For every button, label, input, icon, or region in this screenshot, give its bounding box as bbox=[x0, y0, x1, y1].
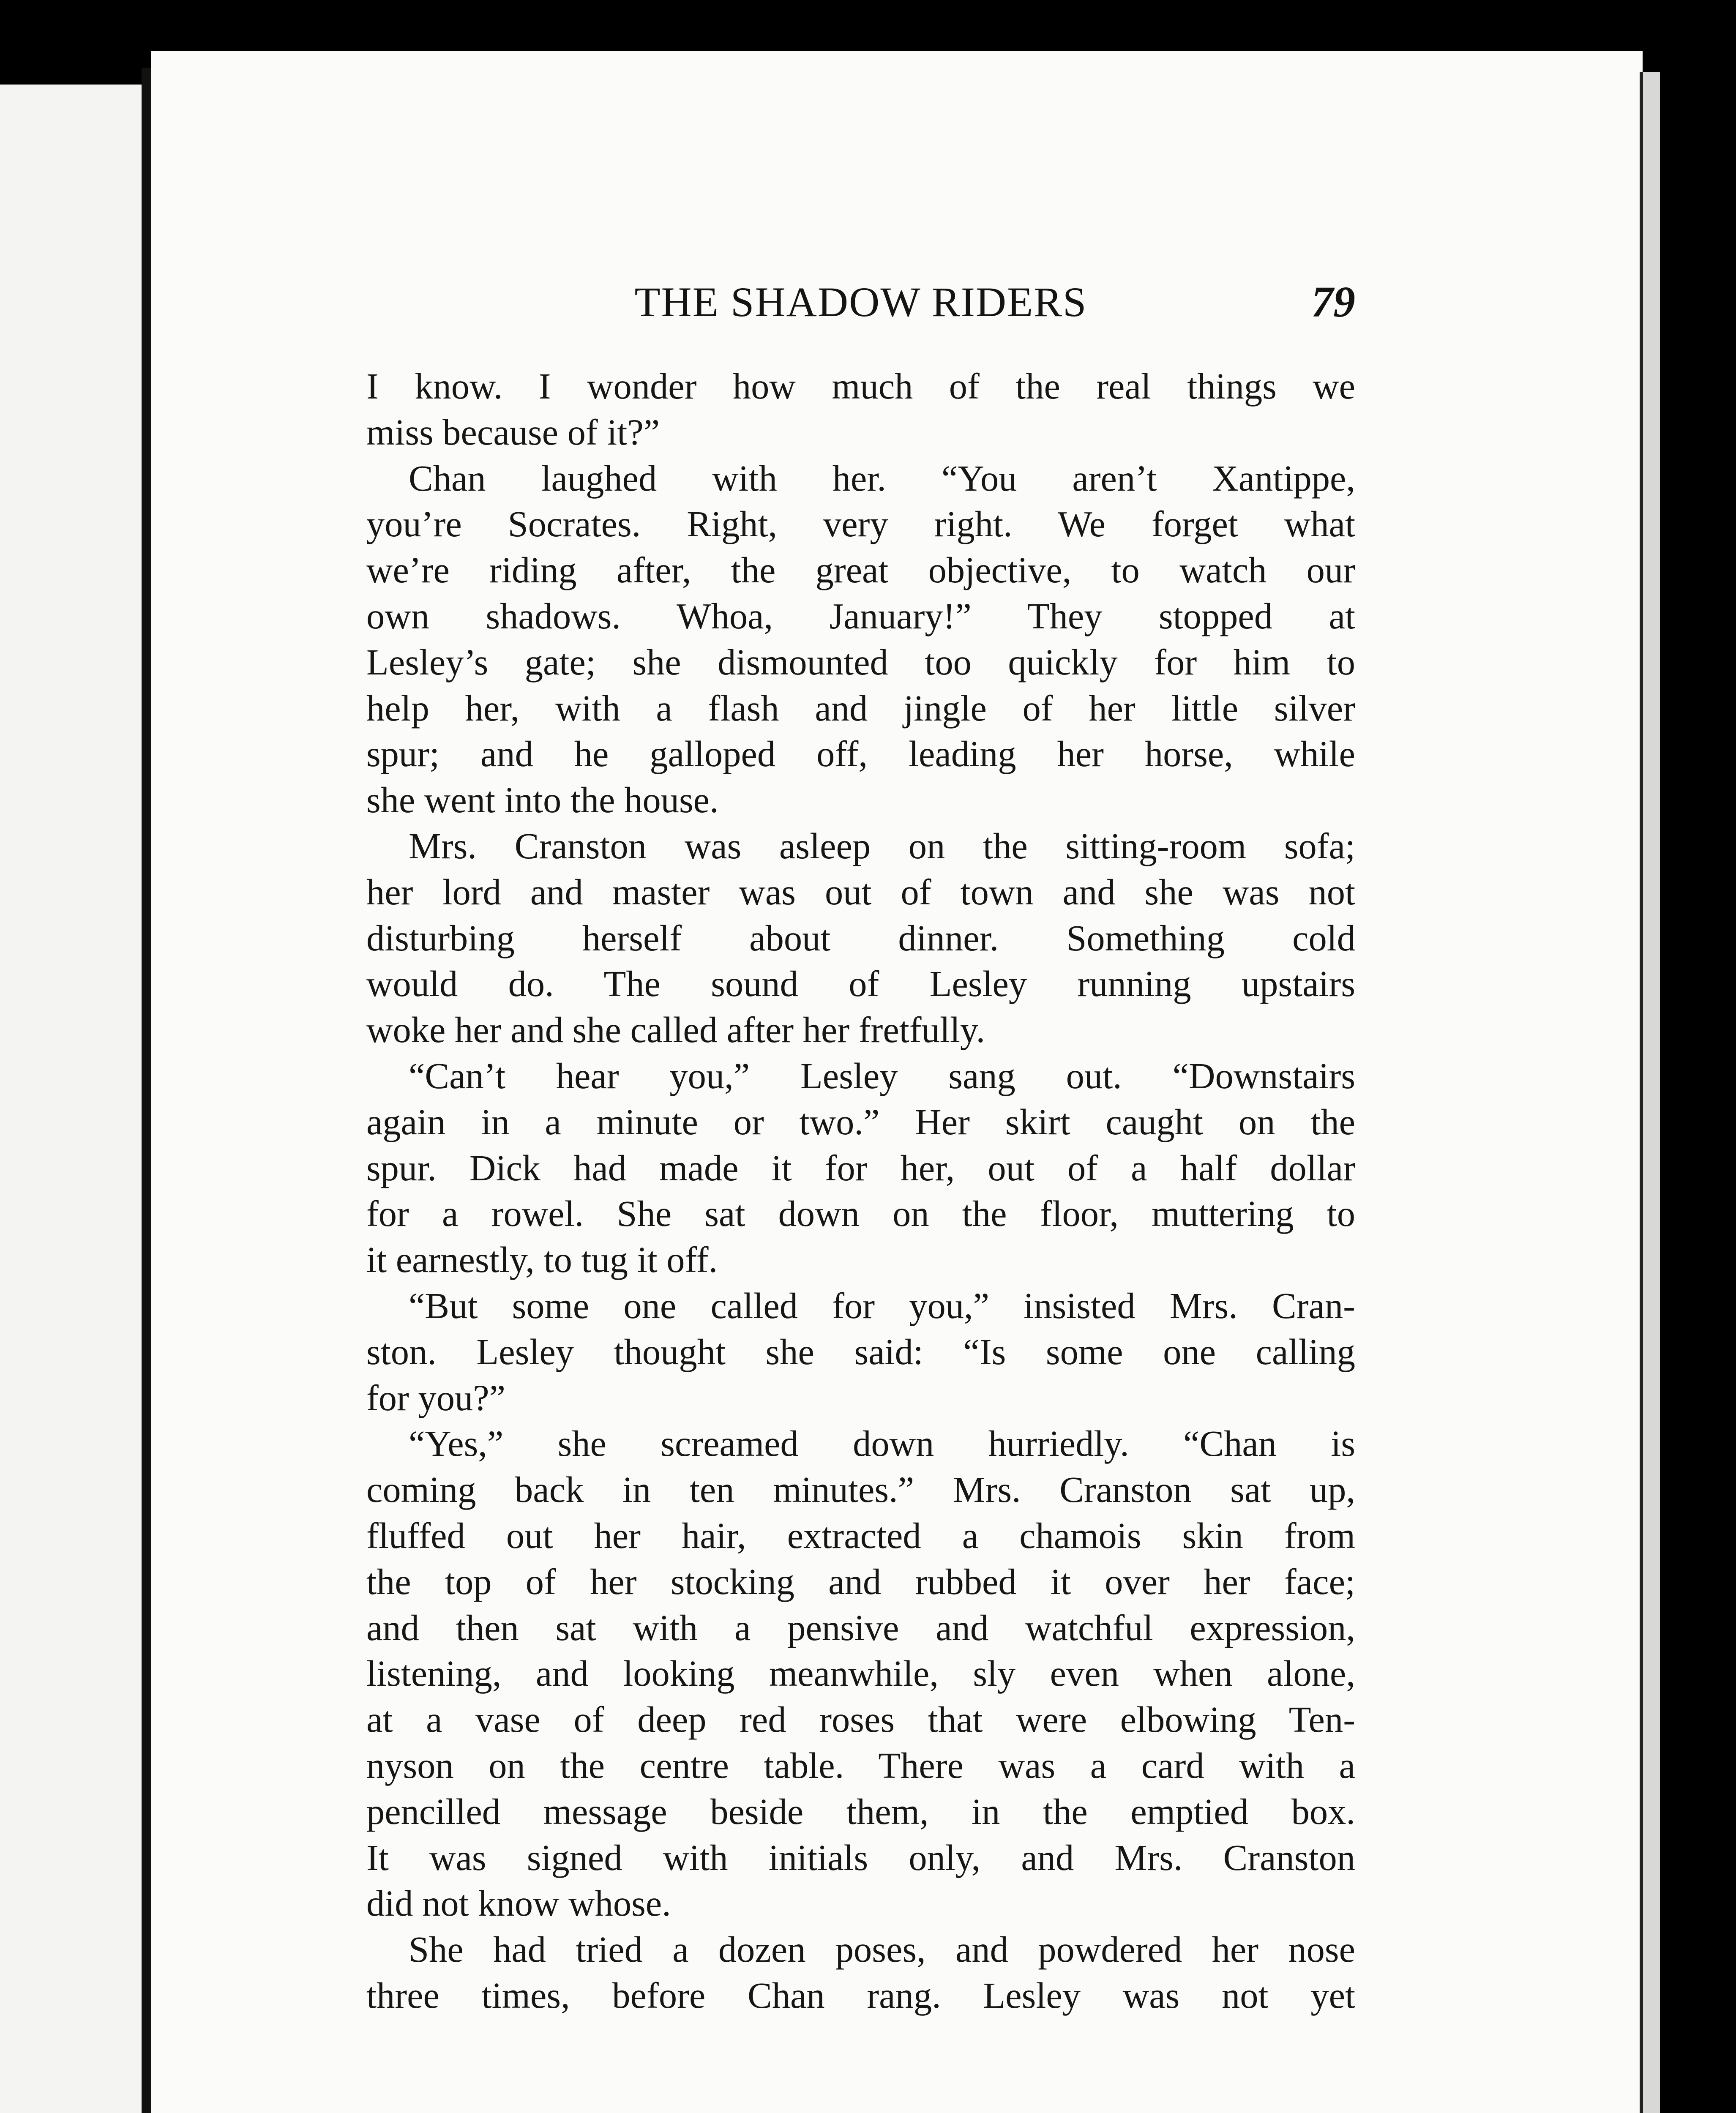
text-line: nyson on the centre table. There was a card with a bbox=[366, 1745, 1355, 1786]
text-line: “Can’t hear you,” Lesley sang out. “Downstairs bbox=[409, 1055, 1355, 1096]
text-line: again in a minute or two.” Her skirt caught on the bbox=[366, 1101, 1355, 1142]
text-line: spur; and he galloped off, leading her horse, while bbox=[366, 734, 1355, 775]
text-line: It was signed with initials only, and Mrs. Cranston bbox=[366, 1837, 1355, 1878]
text-line: Mrs. Cranston was asleep on the sitting-room sofa; bbox=[409, 825, 1355, 866]
page-number: 79 bbox=[1311, 278, 1355, 326]
text-line: miss because of it?” bbox=[366, 412, 660, 453]
facing-page-edge bbox=[0, 85, 144, 2113]
text-line: “But some one called for you,” insisted Mrs. Cran- bbox=[409, 1285, 1355, 1326]
book-gutter bbox=[142, 68, 151, 2113]
text-line: at a vase of deep red roses that were elbowing Ten- bbox=[366, 1699, 1355, 1740]
text-line: it earnestly, to tug it off. bbox=[366, 1239, 718, 1280]
text-line: She had tried a dozen poses, and powdered her nose bbox=[409, 1929, 1355, 1970]
text-line: would do. The sound of Lesley running upstairs bbox=[366, 964, 1355, 1005]
text-line: woke her and she called after her fretfully. bbox=[366, 1010, 985, 1051]
text-line: disturbing herself about dinner. Something cold bbox=[366, 917, 1355, 958]
text-line: she went into the house. bbox=[366, 780, 719, 821]
text-line: coming back in ten minutes.” Mrs. Cranston sat up, bbox=[366, 1469, 1355, 1510]
text-line: ston. Lesley thought she said: “Is some one calling bbox=[366, 1331, 1355, 1372]
text-line: listening, and looking meanwhile, sly even when alone, bbox=[366, 1653, 1355, 1694]
text-line: her lord and master was out of town and she was not bbox=[366, 871, 1355, 912]
text-line: fluffed out her hair, extracted a chamois skin from bbox=[366, 1515, 1355, 1556]
page-header bbox=[366, 270, 1355, 334]
text-line: we’re riding after, the great objective, to watch our bbox=[366, 550, 1355, 591]
text-line: and then sat with a pensive and watchful expression, bbox=[366, 1607, 1355, 1648]
text-line: Chan laughed with her. “You aren’t Xantippe, bbox=[409, 458, 1355, 499]
text-line: “Yes,” she screamed down hurriedly. “Chan is bbox=[409, 1423, 1355, 1464]
text-line: own shadows. Whoa, January!” They stopped at bbox=[366, 595, 1355, 636]
text-line: did not know whose. bbox=[366, 1883, 671, 1924]
text-line: three times, before Chan rang. Lesley was not yet bbox=[366, 1975, 1355, 2016]
text-line: I know. I wonder how much of the real things we bbox=[366, 366, 1355, 407]
text-line: the top of her stocking and rubbed it over her face; bbox=[366, 1561, 1355, 1602]
text-line: you’re Socrates. Right, very right. We forget what bbox=[366, 504, 1355, 545]
text-line: pencilled message beside them, in the emptied box. bbox=[366, 1791, 1355, 1832]
text-line: for you?” bbox=[366, 1377, 506, 1418]
text-line: Lesley’s gate; she dismounted too quickly for him to bbox=[366, 642, 1355, 682]
text-line: spur. Dick had made it for her, out of a half dollar bbox=[366, 1147, 1355, 1188]
text-line: for a rowel. She sat down on the floor, muttering to bbox=[366, 1193, 1355, 1234]
running-head: THE SHADOW RIDERS bbox=[634, 278, 1087, 325]
page-edge bbox=[1640, 72, 1660, 2113]
body-text bbox=[366, 363, 1355, 2019]
text-line: help her, with a flash and jingle of her little silver bbox=[366, 688, 1355, 729]
